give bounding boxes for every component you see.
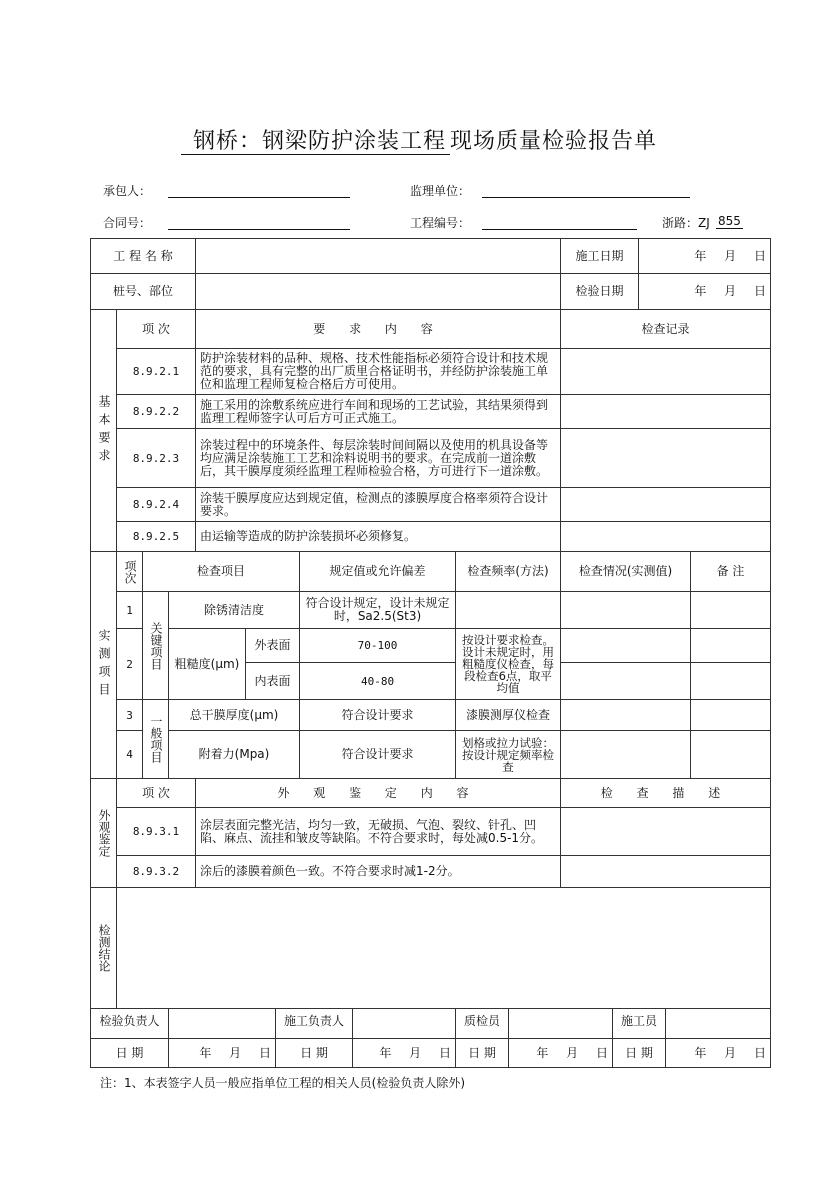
item-code: 8.9.2.2 — [117, 395, 196, 429]
basic-requirements-label: 基本要求 — [97, 394, 111, 467]
contract-no-label: 合同号： — [103, 216, 152, 230]
col-item: 项 次 — [117, 779, 196, 808]
appearance-text: 涂层表面完整光洁，均匀一致，无破损、气泡、裂纹、针孔、凹陷、麻点、流挂和皱皮等缺陷。不符合要求时，每处减0.5-1分。 — [196, 808, 561, 856]
date-label: 日 期 — [91, 1039, 169, 1068]
table-row — [91, 856, 771, 888]
col-result: 检查情况(实测值) — [561, 552, 691, 592]
header-table — [90, 238, 771, 310]
footnote: 注：1、本表签字人员一般应指单位工程的相关人员(检验负责人除外) — [100, 1076, 466, 1090]
table-row — [91, 731, 771, 779]
measured-items-label: 实测项目 — [97, 629, 111, 701]
spec-value: 符合设计规定，设计未规定时，Sa2.5(St3) — [300, 592, 456, 629]
date-label: 日 期 — [613, 1039, 666, 1068]
sub-item-outer: 外表面 — [246, 629, 300, 663]
check-item: 总干膜厚度(μm) — [169, 700, 300, 731]
col-note: 备 注 — [691, 552, 771, 592]
col-check-item: 检查项目 — [143, 552, 300, 592]
table-row — [91, 349, 771, 395]
contractor-field[interactable] — [168, 197, 350, 198]
project-name-label: 工 程 名 称 — [91, 239, 196, 274]
spec-value: 70-100 — [300, 629, 456, 663]
road-label: 浙路：ZJ — [662, 216, 710, 230]
col-requirement: 要 求 内 容 — [196, 310, 561, 349]
record-field[interactable] — [561, 522, 771, 552]
item-no: 4 — [117, 731, 143, 779]
item-code: 8.9.3.1 — [117, 808, 196, 856]
note-field[interactable] — [691, 731, 771, 779]
conclusion-field[interactable] — [117, 888, 771, 1009]
construction-lead-signature[interactable] — [353, 1009, 456, 1039]
frequency-field — [456, 592, 561, 629]
check-item: 粗糙度(μm) — [169, 629, 246, 700]
table-row — [91, 488, 771, 522]
road-number: 855 — [718, 214, 741, 228]
inspect-date-label: 检验日期 — [561, 274, 639, 310]
key-items-label: 关键项目 — [149, 621, 163, 670]
table-row — [91, 522, 771, 552]
requirement-text: 涂装过程中的环境条件、每层涂装时间间隔以及使用的机具设备等均应满足涂装施工工艺和涂料说明书的要求。在完成前一道涂敷后，其干膜厚度须经监理工程师检验合格，方可进行下一道涂敷。 — [196, 429, 561, 488]
date-label: 日 期 — [456, 1039, 509, 1068]
check-item: 除锈清洁度 — [169, 592, 300, 629]
item-no: 1 — [117, 592, 143, 629]
check-item: 附着力(Mpa) — [169, 731, 300, 779]
measured-items-table — [90, 551, 771, 779]
item-code: 8.9.3.2 — [117, 856, 196, 888]
col-record: 检查记录 — [561, 310, 771, 349]
inspector-label: 检验负责人 — [91, 1009, 169, 1039]
note-field[interactable] — [691, 592, 771, 629]
general-items-label: 一般项目 — [149, 715, 163, 763]
project-name-field[interactable] — [196, 239, 561, 274]
requirement-text: 由运输等造成的防护涂装损坏必须修复。 — [196, 522, 561, 552]
appearance-table — [90, 778, 771, 888]
table-row — [91, 629, 771, 663]
description-field[interactable] — [561, 856, 771, 888]
result-field[interactable] — [561, 731, 691, 779]
record-field[interactable] — [561, 488, 771, 522]
date-field[interactable]: 年 月 日 — [666, 1039, 771, 1068]
signature-table — [90, 1008, 771, 1068]
col-description: 检 查 描 述 — [561, 779, 771, 808]
construct-date-field[interactable]: 年 月 日 — [639, 239, 771, 274]
col-item: 项 次 — [117, 310, 196, 349]
appearance-text: 涂后的漆膜着颜色一致。不符合要求时减1-2分。 — [196, 856, 561, 888]
conclusion-label: 检测结论 — [97, 924, 111, 972]
requirement-text: 防护涂装材料的品种、规格、技术性能指标必须符合设计和技术规范的要求，具有完整的出厂质里合格证明书，并经防护涂装施工单位和监理工程师复检合格后方可使用。 — [196, 349, 561, 395]
note-field[interactable] — [691, 663, 771, 700]
station-field[interactable] — [196, 274, 561, 310]
description-field[interactable] — [561, 808, 771, 856]
item-code: 8.9.2.5 — [117, 522, 196, 552]
col-spec: 规定值或允许偏差 — [300, 552, 456, 592]
basic-requirements-table — [90, 309, 771, 552]
table-row — [91, 808, 771, 856]
table-row — [91, 592, 771, 629]
item-code: 8.9.2.3 — [117, 429, 196, 488]
record-field[interactable] — [561, 429, 771, 488]
qc-signature[interactable] — [509, 1009, 613, 1039]
item-code: 8.9.2.4 — [117, 488, 196, 522]
inspector-signature[interactable] — [169, 1009, 276, 1039]
frequency-method: 漆膜测厚仪检查 — [456, 700, 561, 731]
station-label: 桩号、部位 — [91, 274, 196, 310]
col-frequency: 检查频率(方法) — [456, 552, 561, 592]
col-appearance-content: 外 观 鉴 定 内 容 — [196, 779, 561, 808]
spec-value: 符合设计要求 — [300, 731, 456, 779]
item-no: 2 — [117, 629, 143, 700]
construction-lead-label: 施工负责人 — [276, 1009, 353, 1039]
record-field[interactable] — [561, 349, 771, 395]
qc-label: 质检员 — [456, 1009, 509, 1039]
col-no: 项次 — [123, 559, 137, 584]
result-field[interactable] — [561, 700, 691, 731]
contractor-label: 承包人： — [103, 184, 152, 198]
contract-no-field[interactable] — [168, 229, 350, 230]
result-field[interactable] — [561, 592, 691, 629]
appearance-label: 外观鉴定 — [97, 809, 111, 857]
date-field[interactable]: 年 月 日 — [353, 1039, 456, 1068]
conclusion-table — [90, 887, 771, 1009]
date-label: 日 期 — [276, 1039, 353, 1068]
result-field[interactable] — [561, 663, 691, 700]
worker-signature[interactable] — [666, 1009, 771, 1039]
table-row — [91, 395, 771, 429]
sub-item-inner: 内表面 — [246, 663, 300, 700]
project-no-field[interactable] — [482, 229, 637, 230]
spec-value: 符合设计要求 — [300, 700, 456, 731]
result-field[interactable] — [561, 629, 691, 663]
record-field[interactable] — [561, 395, 771, 429]
note-field[interactable] — [691, 629, 771, 663]
date-field[interactable]: 年 月 日 — [169, 1039, 276, 1068]
worker-label: 施工员 — [613, 1009, 666, 1039]
page-title: 钢桥：钢梁防护涂装工程 现场质量检验报告单 — [0, 124, 838, 155]
spec-value: 40-80 — [300, 663, 456, 700]
requirement-text: 施工采用的涂敷系统应进行车间和现场的工艺试验，其结果须得到监理工程师签字认可后方可正式施工。 — [196, 395, 561, 429]
table-row — [91, 700, 771, 731]
frequency-method: 按设计要求检查。设计未规定时，用粗糙度仪检查，每段检查6点，取平均值 — [456, 629, 561, 700]
supervisor-field[interactable] — [482, 197, 690, 198]
construct-date-label: 施工日期 — [561, 239, 639, 274]
item-no: 3 — [117, 700, 143, 731]
inspect-date-field[interactable]: 年 月 日 — [639, 274, 771, 310]
requirement-text: 涂装干膜厚度应达到规定值，检测点的漆膜厚度合格率须符合设计要求。 — [196, 488, 561, 522]
frequency-method: 划格或拉力试验：按设计规定频率检查 — [456, 731, 561, 779]
note-field[interactable] — [691, 700, 771, 731]
table-row — [91, 429, 771, 488]
project-no-label: 工程编号： — [410, 216, 471, 230]
supervisor-label: 监理单位： — [410, 184, 471, 198]
item-code: 8.9.2.1 — [117, 349, 196, 395]
date-field[interactable]: 年 月 日 — [509, 1039, 613, 1068]
